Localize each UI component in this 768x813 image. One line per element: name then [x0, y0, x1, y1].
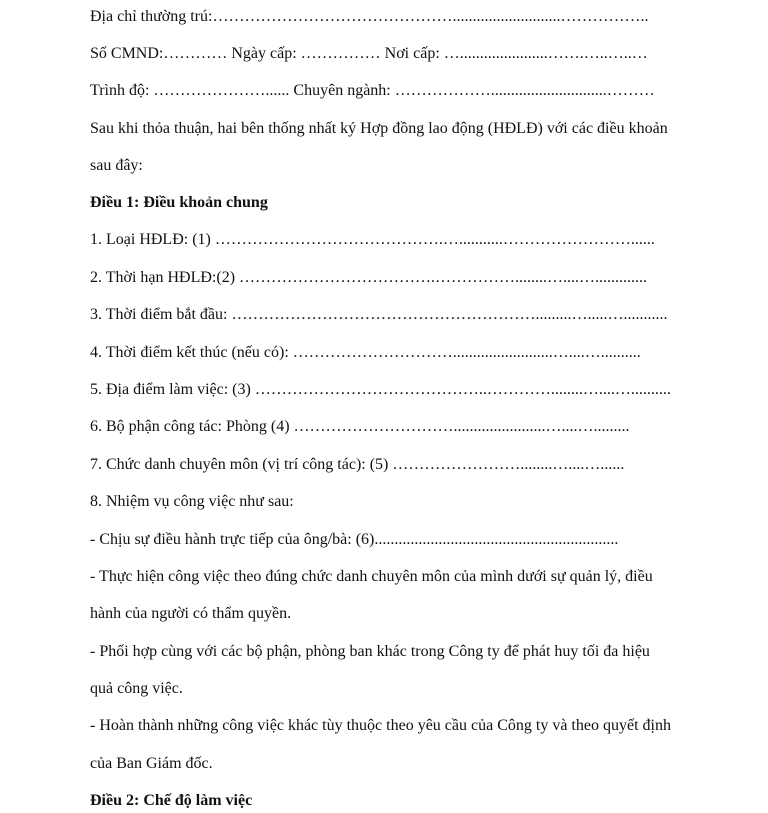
contract-term-line: 2. Thời hạn HĐLĐ:(2) ……………………………….……………........…....….............	[90, 269, 648, 286]
duty-coordinate-continuation: quả công việc.	[90, 680, 183, 697]
contract-type-line: 1. Loại HĐLĐ: (1) …………………………………….…...........……………………......	[90, 231, 655, 248]
id-card-line: Số CMND:………… Ngày cấp: …………… Nơi cấp: …......................…….…..…..…	[90, 45, 648, 62]
duty-complete-continuation: của Ban Giám đốc.	[90, 755, 213, 772]
duty-complete-line: - Hoàn thành những công việc khác tùy thuộc theo yêu cầu của Công ty và theo quyết định	[90, 717, 671, 734]
article-1-heading: Điều 1: Điều khoản chung	[90, 194, 268, 211]
duties-heading-line: 8. Nhiệm vụ công việc như sau:	[90, 493, 294, 510]
permanent-address-line: Địa chỉ thường trú:………………………………………...........................……………..	[90, 8, 649, 25]
end-date-line: 4. Thời điểm kết thúc (nếu có): ………………………….........................…....…..........	[90, 344, 641, 361]
article-2-heading: Điều 2: Chế độ làm việc	[90, 792, 253, 809]
work-location-line: 5. Địa điểm làm việc: (3) ……………………………………..…………........…....…..........	[90, 381, 671, 398]
education-line: Trình độ: …………………...... Chuyên ngành: ……………….............................………	[90, 82, 655, 99]
agreement-text-continuation: sau đây:	[90, 157, 143, 174]
duty-coordinate-line: - Phối hợp cùng với các bộ phận, phòng ban khác trong Công ty để phát huy tối đa hiệu	[90, 643, 650, 660]
job-title-line: 7. Chức danh chuyên môn (vị trí công tác): (5) ……………………........…....…......	[90, 456, 625, 473]
duty-supervisor-line: - Chịu sự điều hành trực tiếp của ông/bà: (6).............................................................	[90, 531, 619, 548]
duty-perform-continuation: hành của người có thẩm quyền.	[90, 605, 292, 622]
agreement-text-line: Sau khi thỏa thuận, hai bên thống nhất ký Hợp đồng lao động (HĐLĐ) với các điều khoản	[90, 120, 668, 137]
start-date-line: 3. Thời điểm bắt đầu: ………………………………………………….........….....…...........	[90, 306, 668, 323]
department-line: 6. Bộ phận công tác: Phòng (4) ………………………….......................…....….........	[90, 418, 630, 435]
duty-perform-line: - Thực hiện công việc theo đúng chức danh chuyên môn của mình dưới sự quản lý, điều	[90, 568, 653, 585]
